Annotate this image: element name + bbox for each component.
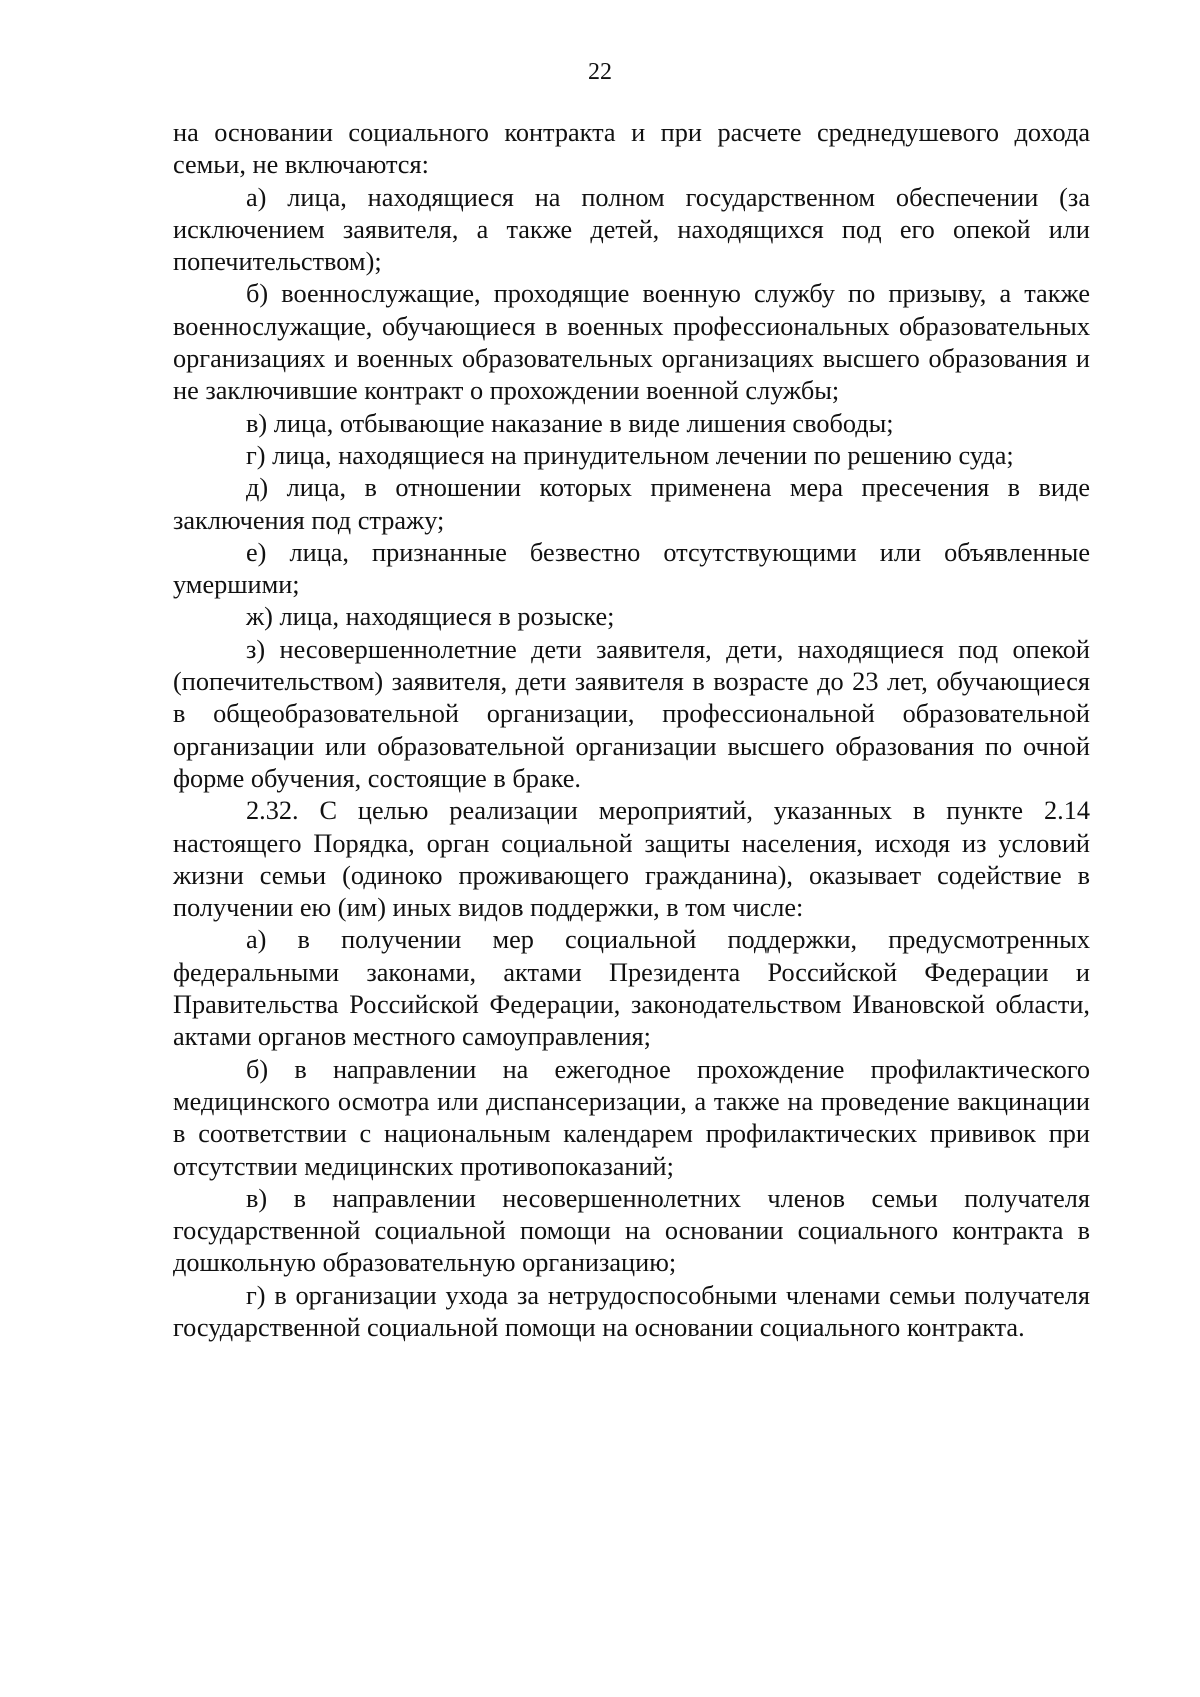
list-item-v-preschool-referral: в) в направлении несовершеннолетних членов семьи получателя государственной социальной помощи на основании социального контракта в дошкольную образовательную организацию;: [173, 1183, 1090, 1278]
list-item-v-imprisoned: в) лица, отбывающие наказание в виде лишения свободы;: [246, 408, 894, 438]
section-2-32: 2.32. С целью реализации мероприятий, указанных в пункте 2.14 настоящего Порядка, орган социальной защиты населения, исходя из условий жизни семьи (одиноко проживающего гражданина), оказывает содействие в получении ею (им) иных видов поддержки, в том числе:: [173, 796, 1090, 923]
list-item-zh-wanted: ж) лица, находящиеся в розыске;: [246, 602, 615, 632]
list-item-g-compulsory-treatment: г) лица, находящиеся на принудительном лечении по решению суда;: [246, 440, 1014, 470]
list-item-a-full-state-support: а) лица, находящиеся на полном государственном обеспечении (за исключением заявителя, а также детей, находящихся под его опекой или попечительством);: [173, 182, 1090, 277]
list-item-a-social-support-measures: а) в получении мер социальной поддержки, предусмотренных федеральными законами, актами Президента Российской Федерации и Правительства Российской Федерации, законодательством Ивановской области, актами органов местного самоуправления;: [173, 925, 1090, 1052]
list-item-e-missing-or-deceased: е) лица, признанные безвестно отсутствующими или объявленные умершими;: [173, 537, 1090, 600]
page-number: 22: [588, 59, 612, 85]
list-item-g-care-organization: г) в организации ухода за нетрудоспособными членами семьи получателя государственной социальной помощи на основании социального контракта.: [173, 1280, 1090, 1342]
list-item-b-military-personnel: б) военнослужащие, проходящие военную службу по призыву, а также военнослужащие, обучающиеся в военных профессиональных образовательных организациях и военных образовательных организациях высшего образования и не заключившие контракт о прохождении военной службы;: [173, 279, 1090, 406]
document-body: [173, 117, 1090, 1344]
list-item-d-custody: д) лица, в отношении которых применена мера пресечения в виде заключения под стражу;: [173, 473, 1090, 535]
list-item-z-married-minors: з) несовершеннолетние дети заявителя, дети, находящиеся под опекой (попечительством) заявителя, дети заявителя в возрасте до 23 лет, обучающиеся в общеобразовательной организации, профессиональной образовательной организации или образовательной организации высшего образования по очной форме обучения, состоящие в браке.: [173, 634, 1090, 793]
paragraph-continuation: на основании социального контракта и при расчете среднедушевого дохода семьи, не включаются:: [173, 118, 1090, 180]
list-item-b-medical-examination: б) в направлении на ежегодное прохождение профилактического медицинского осмотра или диспансеризации, а также на проведение вакцинации в соответствии с национальным календарем профилактических прививок при отсутствии медицинских противопоказаний;: [173, 1054, 1090, 1181]
